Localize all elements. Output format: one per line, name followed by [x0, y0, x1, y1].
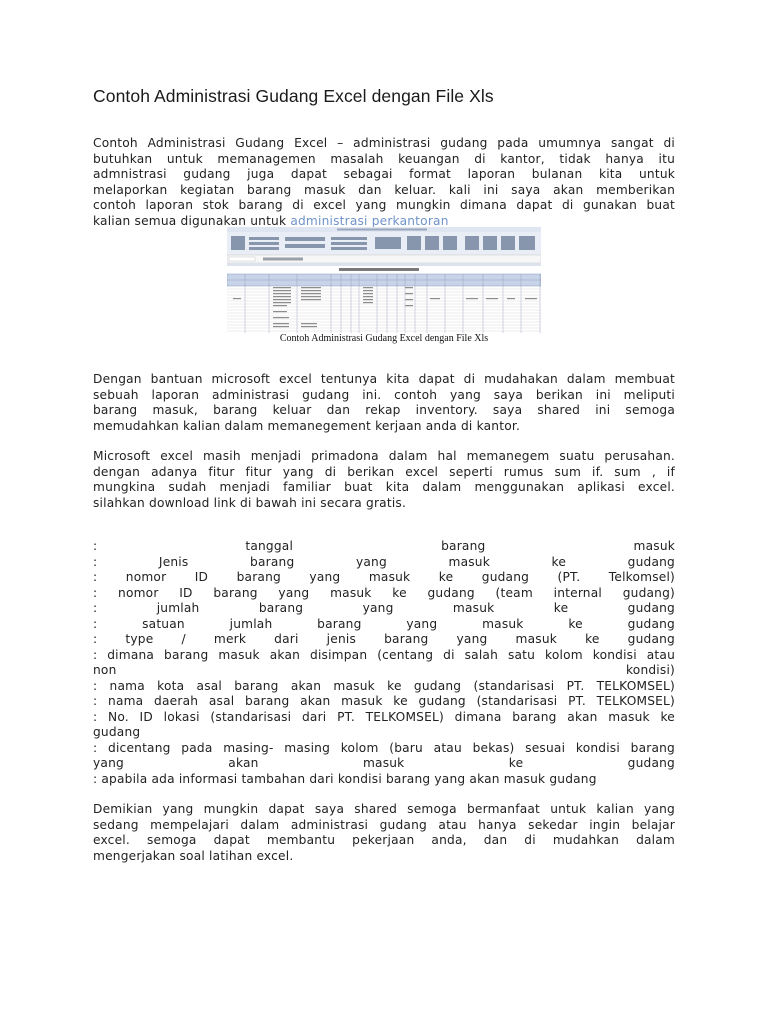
- para2-line-4: memudahkan kalian dalam memanegement kerjaan anda di kantor.: [93, 418, 521, 433]
- closing-paragraph: [93, 802, 675, 864]
- intro-line-2: butuhkan untuk memanagemen masalah keuangan di kantor, tidak hanya itu: [93, 151, 675, 166]
- list-line-10: : nama kota asal barang akan masuk ke gudang (standarisasi PT. TELKOMSEL): [93, 678, 675, 693]
- paragraph-3: [93, 449, 675, 511]
- closing-line-3: excel. semoga dapat membantu pekerjaan anda, dan di mudahkan dalam: [93, 833, 675, 847]
- excel-sheet-grid: [227, 266, 541, 333]
- closing-line-1: Demikian yang mungkin dapat saya shared semoga bermanfaat untuk kalian yang: [93, 802, 675, 816]
- para2-line-3: barang masuk, barang keluar dan rekap inventory. saya shared ini semoga: [93, 403, 675, 417]
- intro-line-5: contoh laporan stok barang di excel yang mungkin dimana dapat di gunakan buat: [93, 198, 675, 212]
- para3-line-1: Microsoft excel masih menjadi primadona dalam hal memanegem suatu perusahan.: [93, 449, 675, 463]
- intro-last-text: kalian semua digunakan untuk: [93, 213, 291, 228]
- list-line-12: : No. ID lokasi (standarisasi dari PT. TELKOMSEL) dimana barang akan masuk ke: [93, 709, 675, 724]
- para3-line-4: silahkan download link di bawah ini secara gratis.: [93, 495, 407, 510]
- field-description-list: [93, 539, 675, 787]
- intro-line-4: melaporkan kegiatan barang masuk dan keluar. kali ini saya akan memberikan: [93, 182, 675, 197]
- list-line-16: : apabila ada informasi tambahan dari kondisi barang yang akan masuk gudang: [93, 771, 597, 786]
- list-line-11: : nama daerah asal barang akan masuk ke gudang (standarisasi PT. TELKOMSEL): [93, 694, 675, 708]
- list-line-15: yang akan masuk ke gudang: [93, 756, 675, 770]
- list-line-2: : Jenis barang yang masuk ke gudang: [93, 554, 675, 569]
- list-line-7: : type / merk dari jenis barang yang masuk ke gudang: [93, 632, 675, 646]
- closing-line-2: sedang mempelajari dalam administrasi gudang atau hanya sekedar ingin belajar: [93, 817, 675, 832]
- para3-line-2: dengan adanya fitur fitur yang di berikan excel seperti rumus sum if. sum , if: [93, 464, 675, 479]
- list-line-14: : dicentang pada masing- masing kolom (baru atau bekas) sesuai kondisi barang: [93, 740, 675, 755]
- list-line-1: : tanggal barang masuk: [93, 539, 675, 553]
- list-line-4: : nomor ID barang yang masuk ke gudang (team internal gudang): [93, 585, 675, 600]
- intro-line-3: admnistrasi gudang juga dapat sebagai format laporan bulanan kita untuk: [93, 167, 675, 181]
- closing-line-4: mengerjakan soal latihan excel.: [93, 848, 294, 863]
- list-line-6: : satuan jumlah barang yang masuk ke gudang: [93, 616, 675, 631]
- para3-line-3: mungkina sudah menjadi familiar buat kita dalam menggunakan aplikasi excel.: [93, 480, 675, 494]
- excel-screenshot-image: [227, 227, 541, 333]
- list-line-9: non kondisi): [93, 663, 675, 677]
- list-line-5: : jumlah barang yang masuk ke gudang: [93, 601, 675, 615]
- paragraph-2: [93, 372, 675, 434]
- intro-paragraph: [93, 136, 675, 229]
- para2-line-1: Dengan bantuan microsoft excel tentunya kita dapat di mudahakan dalam membuat: [93, 372, 675, 386]
- para2-line-2: sebuah laporan administrasi gudang ini. contoh yang saya berikan ini meliputi: [93, 387, 675, 402]
- list-line-8: : dimana barang masuk akan disimpan (centang di salah satu kolom kondisi atau: [93, 647, 675, 662]
- administrasi-perkantoran-link[interactable]: administrasi perkantoran: [290, 213, 449, 228]
- intro-line-1: Contoh Administrasi Gudang Excel – administrasi gudang pada umumnya sangat di: [93, 136, 675, 150]
- list-line-13: gudang: [93, 725, 141, 739]
- list-line-3: : nomor ID barang yang masuk ke gudang (PT. Telkomsel): [93, 570, 675, 584]
- figure-caption: Contoh Administrasi Gudang Excel dengan File Xls: [279, 333, 489, 344]
- article-title: Contoh Administrasi Gudang Excel dengan File Xls: [93, 86, 494, 106]
